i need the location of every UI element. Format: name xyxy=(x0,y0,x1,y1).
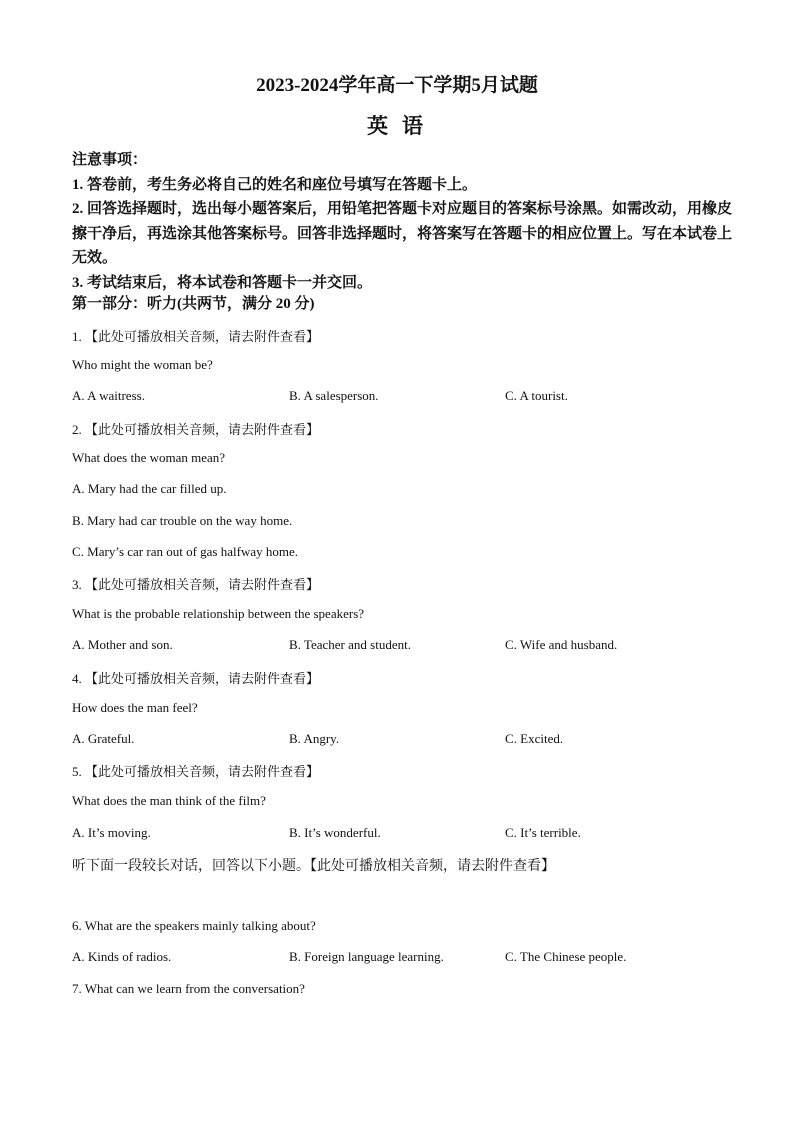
option-a-q6: A. Kinds of radios. xyxy=(72,949,172,964)
question-stem-q1: Who might the woman be? xyxy=(72,357,213,372)
subject-title: 英语 xyxy=(367,114,437,138)
audio-placeholder-q4[interactable]: 4. 【此处可播放相关音频，请去附件查看】 xyxy=(72,671,320,686)
option-b-q5: B. It’s wonderful. xyxy=(289,825,381,840)
option-a-q4: A. Grateful. xyxy=(72,731,135,746)
section-title: 第一部分：听力(共两节，满分 20 分) xyxy=(72,296,315,312)
option-b-q2: B. Mary had car trouble on the way home. xyxy=(72,513,293,528)
option-c-q2: C. Mary’s car ran out of gas halfway home. xyxy=(72,544,298,559)
option-c-q3: C. Wife and husband. xyxy=(505,637,618,652)
option-a-q2: A. Mary had the car filled up. xyxy=(72,481,227,496)
instructions xyxy=(72,148,737,295)
option-a-q5: A. It’s moving. xyxy=(72,825,151,840)
audio-placeholder-q5[interactable]: 5. 【此处可播放相关音频，请去附件查看】 xyxy=(72,764,320,779)
page-title: 2023-2024学年高一下学期5月试题 xyxy=(256,75,538,96)
long-dialogue-intro[interactable]: 听下面一段较长对话，回答以下小题。【此处可播放相关音频，请去附件查看】 xyxy=(72,859,555,874)
audio-placeholder-q3[interactable]: 3. 【此处可播放相关音频，请去附件查看】 xyxy=(72,577,320,592)
option-a-q3: A. Mother and son. xyxy=(72,637,173,652)
option-b-q6: B. Foreign language learning. xyxy=(289,949,444,964)
question-stem-q6: 6. What are the speakers mainly talking about? xyxy=(72,918,316,933)
option-b-q3: B. Teacher and student. xyxy=(289,637,411,652)
question-stem-q2: What does the woman mean? xyxy=(72,450,226,465)
instruction-item: 2. 回答选择题时，选出每小题答案后，用铅笔把答题卡对应题目的答案标号涂黑。如需改动，用橡皮擦干净后，再选涂其他答案标号。回答非选择题时，将答案写在答题卡的相应位置上。写在本试卷上无效。 xyxy=(72,201,733,266)
instruction-item: 3. 考试结束后，将本试卷和答题卡一并交回。 xyxy=(72,274,373,291)
question-stem-q7: 7. What can we learn from the conversation? xyxy=(72,981,305,996)
question-stem-q3: What is the probable relationship between the speakers? xyxy=(72,606,365,621)
question-stem-q5: What does the man think of the film? xyxy=(72,793,266,808)
instruction-item: 1. 答卷前，考生务必将自己的姓名和座位号填写在答题卡上。 xyxy=(72,176,478,193)
option-c-q5: C. It’s terrible. xyxy=(505,825,581,840)
question-stem-q4: How does the man feel? xyxy=(72,700,198,715)
audio-placeholder-q1[interactable]: 1. 【此处可播放相关音频，请去附件查看】 xyxy=(72,329,320,344)
option-c-q6: C. The Chinese people. xyxy=(505,949,627,964)
option-c-q4: C. Excited. xyxy=(505,731,564,746)
option-c-q1: C. A tourist. xyxy=(505,388,568,403)
audio-placeholder-q2[interactable]: 2. 【此处可播放相关音频，请去附件查看】 xyxy=(72,422,320,437)
option-b-q1: B. A salesperson. xyxy=(289,388,379,403)
option-a-q1: A. A waitress. xyxy=(72,388,145,403)
instructions-heading: 注意事项： xyxy=(72,152,148,168)
option-b-q4: B. Angry. xyxy=(289,731,340,746)
